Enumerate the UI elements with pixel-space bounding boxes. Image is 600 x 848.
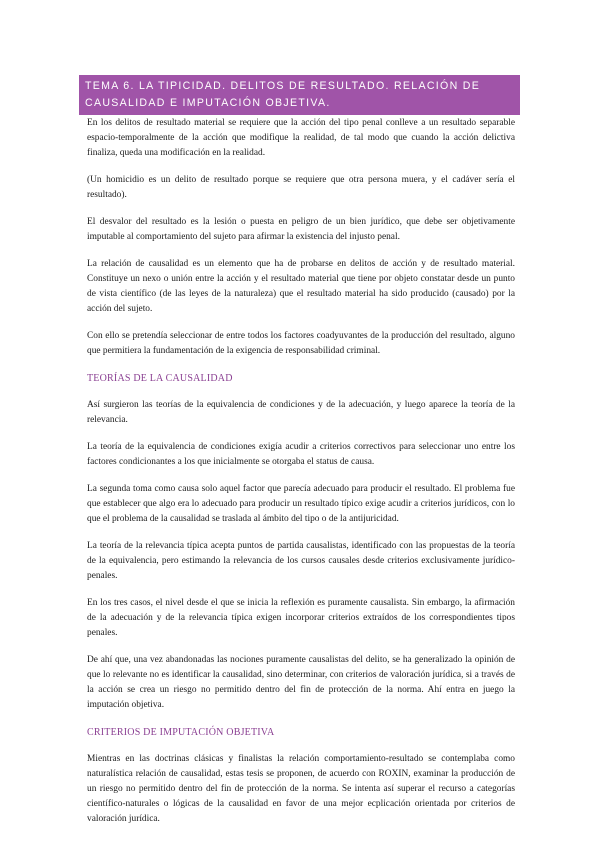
chapter-title: TEMA 6. LA TIPICIDAD. DELITOS DE RESULTADO. RELACIÓN DE CAUSALIDAD E IMPUTACIÓN OBJETIVA. <box>79 75 520 115</box>
paragraph: Así surgieron las teorías de la equivalencia de condiciones y de la adecuación, y luego aparece la teoría de la relevancia. <box>87 400 515 425</box>
document-body <box>87 116 515 839</box>
paragraph: La teoría de la relevancia típica acepta puntos de partida causalistas, identificado con las propuestas de la teoría de la equivalencia, pero estimando la relevancia de los cursos causales desde criterios exclusivamente jurídico-penales. <box>87 541 515 581</box>
paragraph: El desvalor del resultado es la lesión o puesta en peligro de un bien jurídico, que debe ser objetivamente imputable al comportamiento del sujeto para afirmar la existencia del injusto penal. <box>87 217 515 242</box>
paragraph: (Un homicidio es un delito de resultado porque se requiere que otra persona muera, y el cadáver sería el resultado). <box>87 175 515 200</box>
paragraph: La relación de causalidad es un elemento que ha de probarse en delitos de acción y de resultado material. Constituye un nexo o unión entre la acción y el resultado material que tiene por objeto constatar desde un punto de vista científico (de las leyes de la naturaleza) que el resultado material ha sido producido (causado) por la acción del sujeto. <box>87 259 515 314</box>
paragraph: La segunda toma como causa solo aquel factor que parecía adecuado para producir el resultado. El problema fue que establecer que algo era lo adecuado para producir un resultado típico exige acudir a criterios jurídicos, con lo que el problema de la causalidad se traslada al ámbito del tipo o de la antijuricidad. <box>87 484 515 524</box>
paragraph: En los delitos de resultado material se requiere que la acción del tipo penal conlleve a un resultado separable espacio-temporalmente de la acción que modifique la realidad, de tal modo que cuando la acción delictiva finaliza, queda una modificación en la realidad. <box>87 118 515 158</box>
paragraph: De ahí que, una vez abandonadas las nociones puramente causalistas del delito, se ha generalizado la opinión de que lo relevante no es identificar la causalidad, sino determinar, con criterios de valoración jurídica, si a través de la acción se crea un riesgo no permitido dentro del fin de protección de la norma. Ahí entra en juego la imputación objetiva. <box>87 655 515 710</box>
paragraph: En los tres casos, el nivel desde el que se inicia la reflexión es puramente causalista. Sin embargo, la afirmación de la adecuación y de la relevancia típica exigen incorporar criterios extraídos de los correspondientes tipos penales. <box>87 598 515 638</box>
paragraph: Mientras en las doctrinas clásicas y finalistas la relación comportamiento-resultado se contemplaba como naturalística relación de causalidad, estas tesis se proponen, de acuerdo con ROXIN, examinar la producción de un riesgo no permitido dentro del fin de protección de la norma. Se intenta así superar el recurso a categorías científico-naturales o lógicas de la causalidad en favor de una mejor ecplicación orientada por criterios de valoración jurídica. <box>87 754 515 824</box>
paragraph: Con ello se pretendía seleccionar de entre todos los factores coadyuvantes de la producción del resultado, alguno que permitiera la fundamentación de la exigencia de responsabilidad criminal. <box>87 331 515 356</box>
section-heading-criteria: CRITERIOS DE IMPUTACIÓN OBJETIVA <box>87 727 275 738</box>
section-heading-theories: TEORÍAS DE LA CAUSALIDAD <box>87 373 233 384</box>
paragraph: La teoría de la equivalencia de condiciones exigía acudir a criterios correctivos para seleccionar uno entre los factores condicionantes a los que inicialmente se otorgaba el status de causa. <box>87 442 515 467</box>
